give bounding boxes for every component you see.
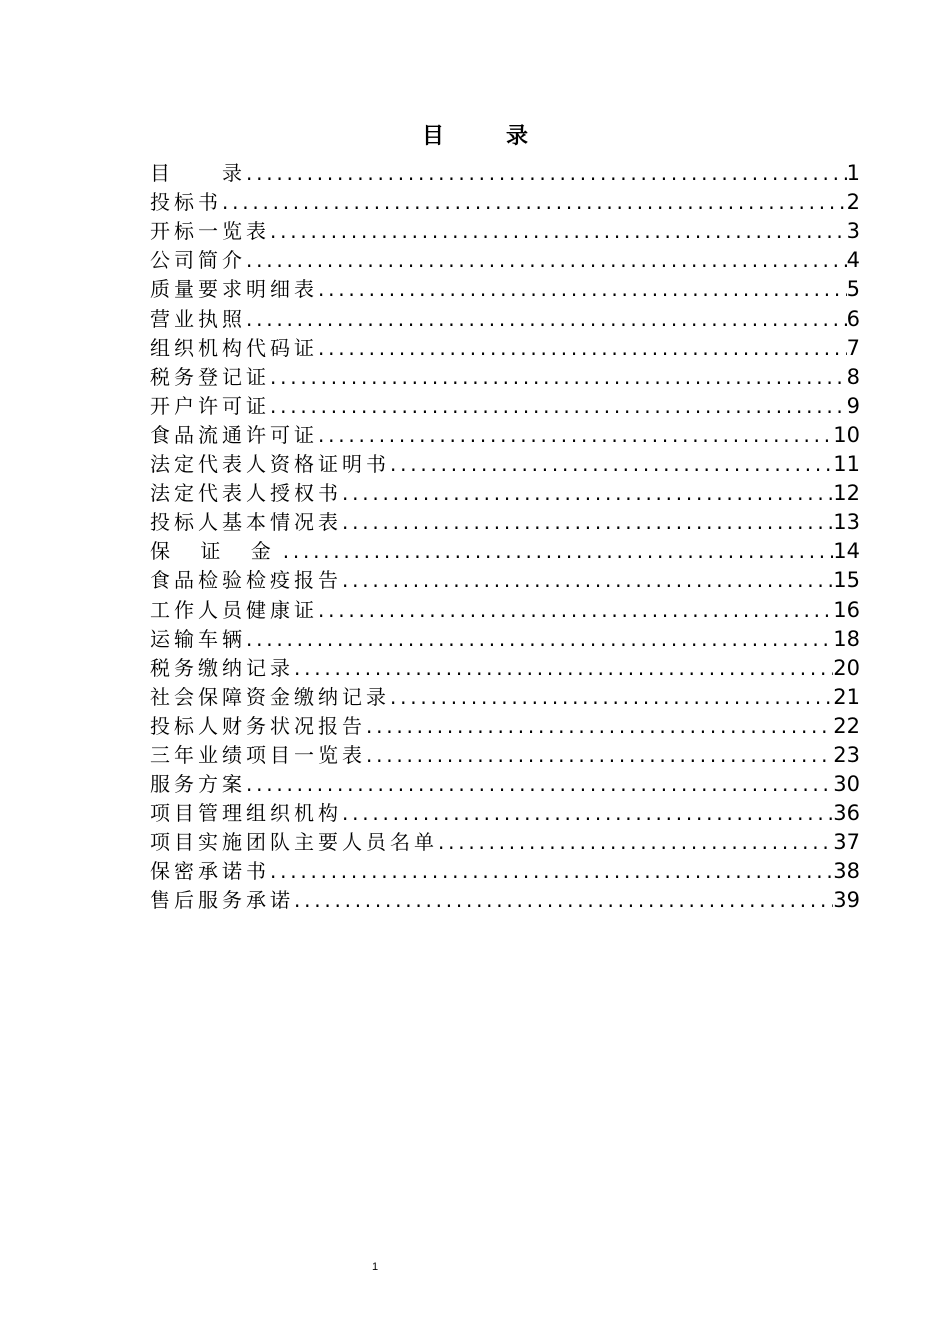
toc-dot-leader <box>438 828 833 857</box>
toc-entry-page: 20 <box>833 655 860 680</box>
toc-entry[interactable] <box>150 566 860 595</box>
toc-dot-leader <box>318 334 847 363</box>
toc-dot-leader <box>366 741 833 770</box>
toc-entry[interactable] <box>150 159 860 188</box>
toc-entry[interactable] <box>150 275 860 304</box>
toc-entry-page: 30 <box>833 772 860 797</box>
toc-entry-page: 22 <box>833 713 860 738</box>
toc-entry-page: 13 <box>833 510 860 535</box>
toc-entry[interactable] <box>150 595 860 624</box>
toc-entry-page: 23 <box>833 742 860 767</box>
toc-dot-leader <box>270 217 847 246</box>
toc-dot-leader <box>342 799 833 828</box>
toc-entry-page: 11 <box>833 452 860 477</box>
toc-entry-label: 税务登记证 <box>150 364 270 389</box>
toc-dot-leader <box>246 305 847 334</box>
toc-list <box>150 159 860 915</box>
toc-dot-leader <box>222 188 847 217</box>
toc-dot-leader <box>283 537 834 566</box>
toc-entry-label: 法定代表人资格证明书 <box>150 452 390 477</box>
toc-entry-page: 15 <box>833 568 860 593</box>
toc-entry[interactable] <box>150 246 860 275</box>
toc-dot-leader <box>246 159 847 188</box>
toc-entry-page: 16 <box>833 597 860 622</box>
toc-dot-leader <box>318 275 847 304</box>
toc-entry[interactable] <box>150 799 860 828</box>
toc-entry-page: 18 <box>833 626 860 651</box>
toc-entry-label: 投标人基本情况表 <box>150 510 342 535</box>
toc-entry-label: 社会保障资金缴纳记录 <box>150 684 390 709</box>
toc-entry-page: 10 <box>833 422 860 447</box>
toc-dot-leader <box>318 596 833 625</box>
toc-dot-leader <box>342 508 833 537</box>
toc-entry[interactable] <box>150 770 860 799</box>
toc-entry-label: 目 录 <box>150 161 246 186</box>
toc-entry[interactable] <box>150 363 860 392</box>
toc-entry-label: 运输车辆 <box>150 626 246 651</box>
toc-entry-page: 8 <box>846 364 860 389</box>
toc-entry[interactable] <box>150 392 860 421</box>
toc-dot-leader <box>294 654 833 683</box>
toc-dot-leader <box>270 363 847 392</box>
toc-entry-page: 5 <box>846 277 860 302</box>
toc-entry[interactable] <box>150 334 860 363</box>
toc-entry[interactable] <box>150 188 860 217</box>
toc-entry-label: 工作人员健康证 <box>150 597 318 622</box>
toc-entry[interactable] <box>150 217 860 246</box>
toc-entry-page: 9 <box>846 393 860 418</box>
toc-entry-label: 法定代表人授权书 <box>150 481 342 506</box>
toc-entry-page: 14 <box>833 539 860 564</box>
toc-entry-label: 组织机构代码证 <box>150 335 318 360</box>
toc-entry-label: 营业执照 <box>150 306 246 331</box>
toc-entry[interactable] <box>150 683 860 712</box>
toc-dot-leader <box>294 886 833 915</box>
toc-dot-leader <box>366 712 833 741</box>
toc-entry[interactable] <box>150 625 860 654</box>
toc-entry-label: 投标书 <box>150 190 222 215</box>
toc-dot-leader <box>342 566 833 595</box>
toc-entry-label: 开标一览表 <box>150 219 270 244</box>
toc-entry-label: 税务缴纳记录 <box>150 655 294 680</box>
toc-entry-label: 售后服务承诺 <box>150 888 294 913</box>
toc-dot-leader <box>390 683 833 712</box>
toc-entry[interactable] <box>150 886 860 915</box>
toc-title: 目 录 <box>421 124 548 149</box>
toc-entry-page: 38 <box>833 859 860 884</box>
toc-entry[interactable] <box>150 741 860 770</box>
toc-entry-page: 12 <box>833 481 860 506</box>
toc-entry-label: 食品流通许可证 <box>150 422 318 447</box>
toc-entry-label: 开户许可证 <box>150 393 270 418</box>
toc-entry[interactable] <box>150 828 860 857</box>
toc-entry-page: 4 <box>846 248 860 273</box>
toc-entry[interactable] <box>150 304 860 333</box>
toc-dot-leader <box>246 246 847 275</box>
toc-entry-label: 项目管理组织机构 <box>150 801 342 826</box>
toc-entry-page: 36 <box>833 801 860 826</box>
toc-entry-page: 21 <box>833 684 860 709</box>
toc-entry[interactable] <box>150 421 860 450</box>
toc-entry-label: 质量要求明细表 <box>150 277 318 302</box>
toc-entry[interactable] <box>150 712 860 741</box>
toc-entry-page: 37 <box>833 830 860 855</box>
toc-entry[interactable] <box>150 654 860 683</box>
toc-dot-leader <box>270 392 847 421</box>
toc-entry-label: 服务方案 <box>150 772 246 797</box>
toc-entry-page: 2 <box>846 190 860 215</box>
toc-dot-leader <box>270 857 833 886</box>
toc-dot-leader <box>246 625 833 654</box>
toc-entry-page: 39 <box>833 888 860 913</box>
toc-dot-leader <box>318 421 833 450</box>
toc-dot-leader <box>246 770 833 799</box>
toc-entry-label: 项目实施团队主要人员名单 <box>150 830 438 855</box>
toc-entry-label: 保 证 金 <box>150 539 283 564</box>
toc-entry[interactable] <box>150 537 860 566</box>
toc-entry[interactable] <box>150 479 860 508</box>
toc-entry-label: 保密承诺书 <box>150 859 270 884</box>
toc-entry-page: 3 <box>846 219 860 244</box>
page-number-footer: 1 <box>371 1261 379 1273</box>
toc-entry[interactable] <box>150 450 860 479</box>
toc-entry-label: 三年业绩项目一览表 <box>150 742 366 767</box>
toc-dot-leader <box>342 479 833 508</box>
toc-entry-label: 食品检验检疫报告 <box>150 568 342 593</box>
toc-entry-page: 7 <box>846 335 860 360</box>
toc-dot-leader <box>390 450 833 479</box>
toc-entry-page: 1 <box>846 161 860 186</box>
toc-entry-label: 公司简介 <box>150 248 246 273</box>
toc-entry-page: 6 <box>846 306 860 331</box>
toc-entry-label: 投标人财务状况报告 <box>150 713 366 738</box>
toc-entry[interactable] <box>150 508 860 537</box>
toc-entry[interactable] <box>150 857 860 886</box>
